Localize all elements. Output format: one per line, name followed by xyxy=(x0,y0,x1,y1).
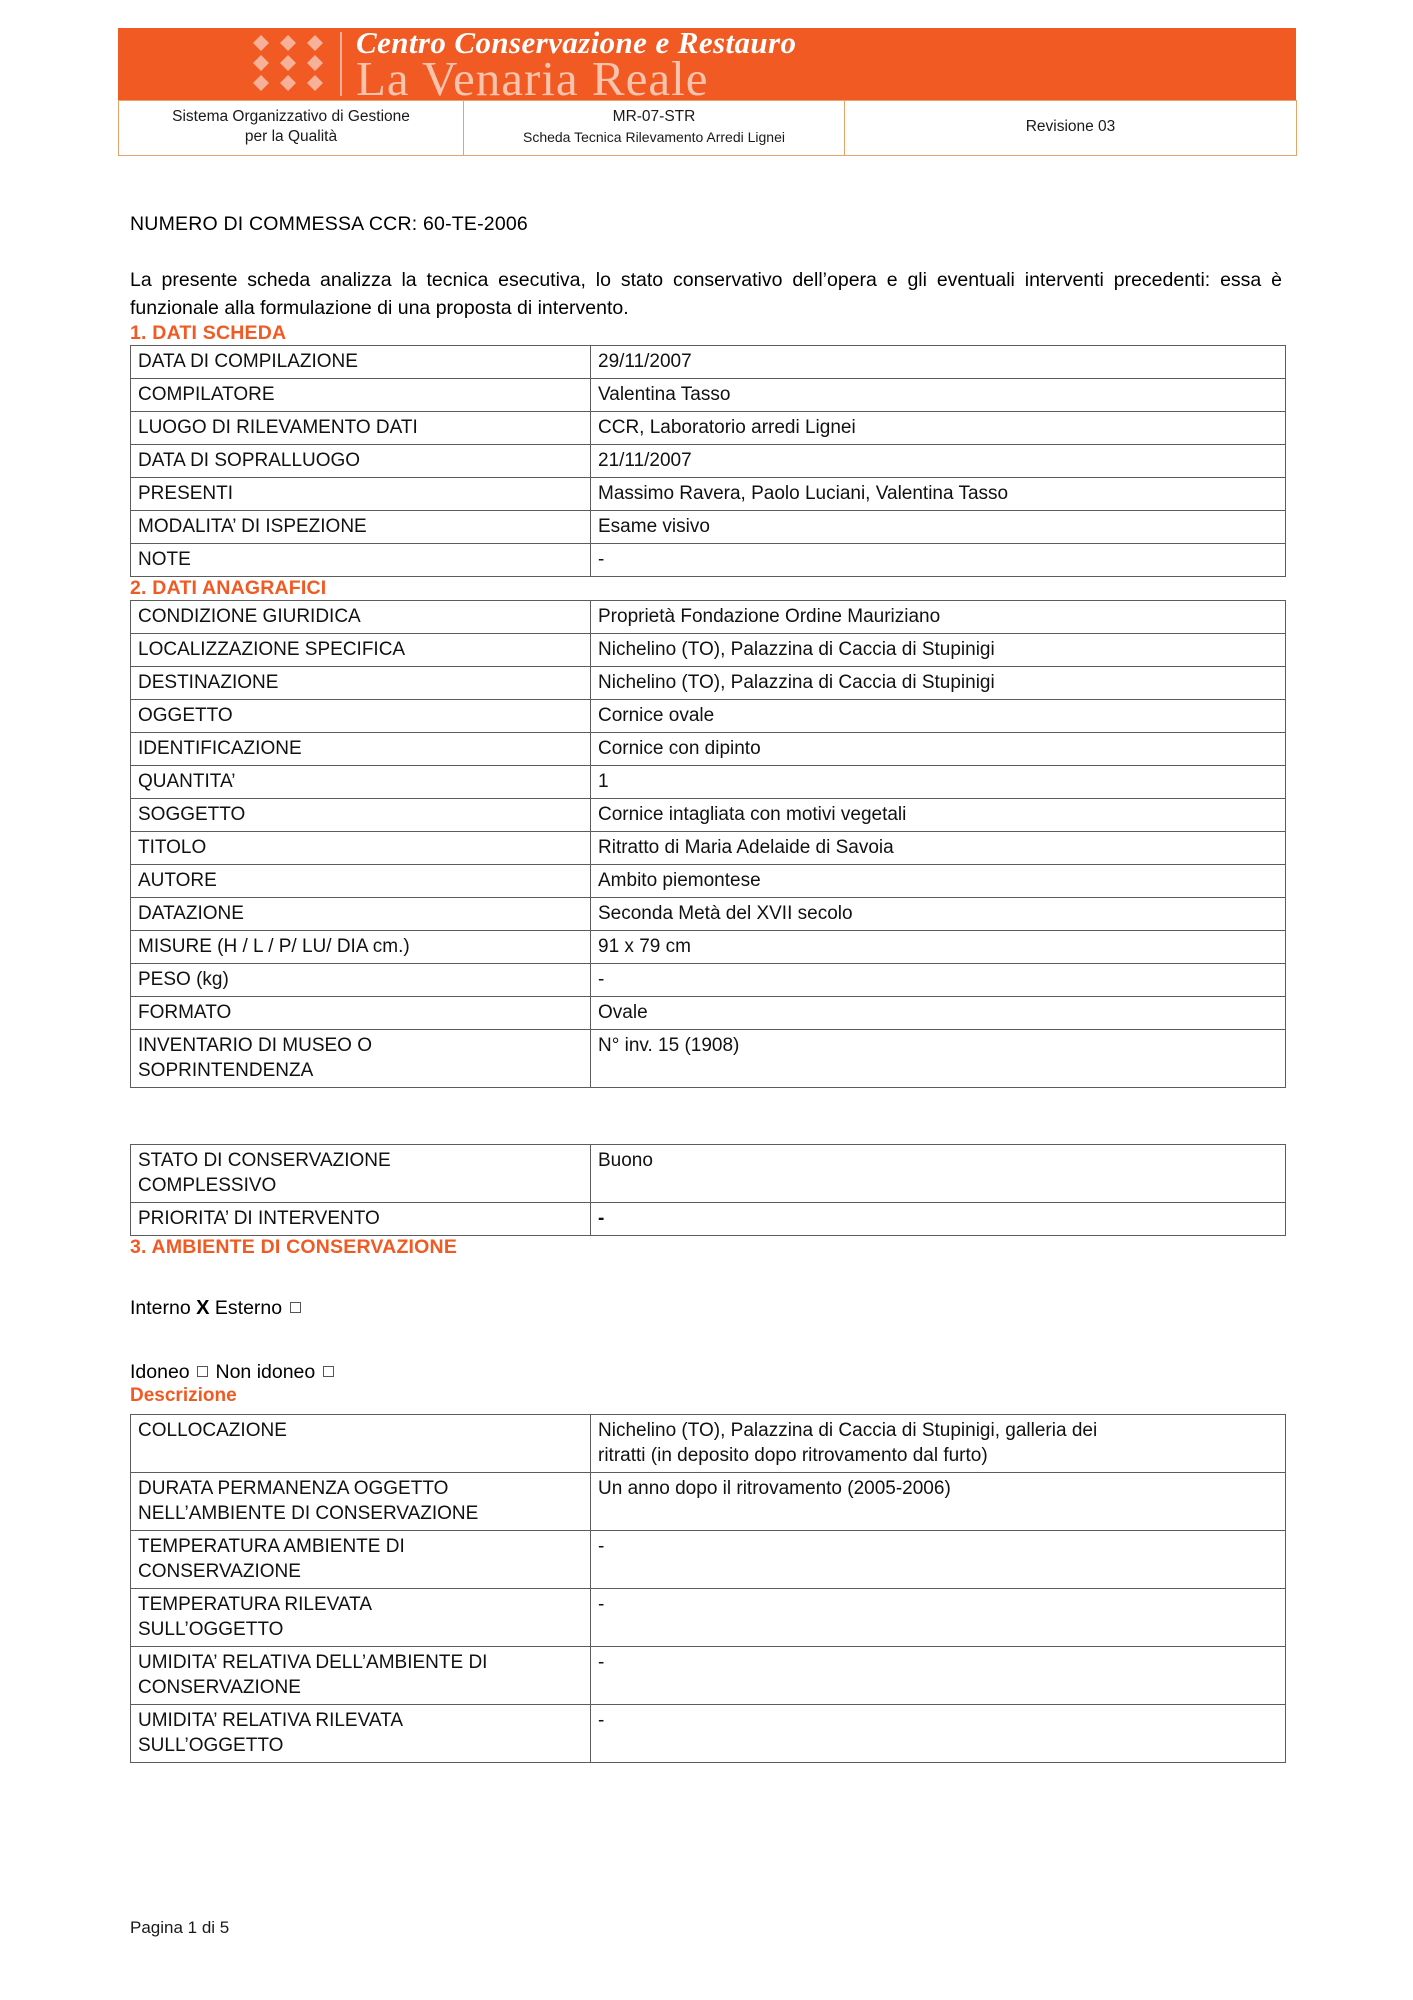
table-row xyxy=(131,601,1286,634)
table-row xyxy=(131,1531,1286,1589)
interno-label: Interno xyxy=(130,1297,191,1319)
row-key-line1: INVENTARIO DI MUSEO O xyxy=(138,1035,373,1056)
row-value xyxy=(591,1589,1286,1647)
row-key: PRIORITA’ DI INTERVENTO xyxy=(131,1203,591,1236)
non-idoneo-checkbox[interactable] xyxy=(323,1366,334,1377)
row-key: CONDIZIONE GIURIDICA xyxy=(131,601,591,634)
row-key xyxy=(131,1531,591,1589)
row-value-line1: - xyxy=(598,1536,605,1557)
table-row xyxy=(131,1415,1286,1473)
idoneo-checkbox[interactable] xyxy=(197,1366,208,1377)
row-key xyxy=(131,1705,591,1763)
table-row xyxy=(131,634,1286,667)
table-row xyxy=(131,478,1286,511)
dati-scheda-table xyxy=(130,345,1286,577)
table-row xyxy=(131,445,1286,478)
table-row xyxy=(131,898,1286,931)
table-row xyxy=(131,1589,1286,1647)
document-body xyxy=(118,212,1295,1763)
row-value xyxy=(591,1531,1286,1589)
header-doc-code: MR-07-STR xyxy=(612,108,696,125)
row-key: AUTORE xyxy=(131,865,591,898)
descrizione-ambiente-table xyxy=(130,1414,1286,1763)
table-row xyxy=(131,346,1286,379)
row-key: QUANTITA’ xyxy=(131,766,591,799)
row-value-line1: Un anno dopo il ritrovamento (2005-2006) xyxy=(598,1478,951,1499)
row-value: - xyxy=(591,964,1286,997)
row-key: MODALITA’ DI ISPEZIONE xyxy=(131,511,591,544)
row-key-line1: STATO DI CONSERVAZIONE xyxy=(138,1150,391,1171)
table-row xyxy=(131,865,1286,898)
row-value: Cornice con dipinto xyxy=(591,733,1286,766)
header-doc-subtitle: Scheda Tecnica Rilevamento Arredi Lignei xyxy=(522,129,785,145)
row-key: PRESENTI xyxy=(131,478,591,511)
table-row xyxy=(131,964,1286,997)
table-row xyxy=(131,832,1286,865)
row-key-line1: TEMPERATURA RILEVATA xyxy=(138,1594,373,1615)
row-value: N° inv. 15 (1908) xyxy=(591,1030,1286,1088)
row-value-line2: ritratti (in deposito dopo ritrovamento dal furto) xyxy=(598,1445,988,1466)
row-value: Cornice ovale xyxy=(591,700,1286,733)
descrizione-heading: Descrizione xyxy=(130,1385,237,1406)
row-key-line1: UMIDITA’ RELATIVA DELL’AMBIENTE DI xyxy=(138,1652,488,1673)
letterhead-line1: Centro Conservazione e Restauro xyxy=(356,28,797,60)
row-key: MISURE (H / L / P/ LU/ DIA cm.) xyxy=(131,931,591,964)
row-key-line2: CONSERVAZIONE xyxy=(138,1561,301,1582)
row-key: NOTE xyxy=(131,544,591,577)
header-row xyxy=(119,101,1297,156)
row-value: Buono xyxy=(591,1145,1286,1203)
row-value xyxy=(591,1415,1286,1473)
table-row xyxy=(131,1705,1286,1763)
row-key-line2: SULL’OGGETTO xyxy=(138,1735,284,1756)
header-cell-system xyxy=(119,101,464,156)
row-value: Seconda Metà del XVII secolo xyxy=(591,898,1286,931)
row-value-line1: - xyxy=(598,1652,605,1673)
section-2-heading: 2. DATI ANAGRAFICI xyxy=(130,577,327,599)
row-value-line1: - xyxy=(598,1710,605,1731)
row-value-line1: - xyxy=(598,1594,605,1615)
table-row xyxy=(131,766,1286,799)
table-row xyxy=(131,511,1286,544)
page-footer: Pagina 1 di 5 xyxy=(130,1918,230,1937)
ambiente-idoneo-line xyxy=(130,1359,1283,1385)
table-row xyxy=(131,379,1286,412)
letterhead-line2: La Venaria Reale xyxy=(356,51,709,100)
row-key-line1: UMIDITA’ RELATIVA RILEVATA xyxy=(138,1710,403,1731)
table-row xyxy=(131,700,1286,733)
table-row xyxy=(131,997,1286,1030)
row-value: - xyxy=(591,1203,1286,1236)
row-value: Ambito piemontese xyxy=(591,865,1286,898)
row-value: Massimo Ravera, Paolo Luciani, Valentina Tasso xyxy=(591,478,1286,511)
row-key: OGGETTO xyxy=(131,700,591,733)
ambiente-interno-esterno-line xyxy=(130,1295,1283,1321)
table-row xyxy=(131,799,1286,832)
stato-conservazione-table xyxy=(130,1144,1286,1236)
row-key xyxy=(131,1415,591,1473)
table-row xyxy=(131,1203,1286,1236)
row-value: Ovale xyxy=(591,997,1286,1030)
non-idoneo-label: Non idoneo xyxy=(215,1361,316,1383)
row-key: LUOGO DI RILEVAMENTO DATI xyxy=(131,412,591,445)
table-row xyxy=(131,1647,1286,1705)
row-value-line1: Nichelino (TO), Palazzina di Caccia di Stupinigi, galleria dei xyxy=(598,1420,1098,1441)
row-key: DATA DI SOPRALLUOGO xyxy=(131,445,591,478)
header-cell-code xyxy=(464,101,845,156)
row-key: FORMATO xyxy=(131,997,591,1030)
row-value: Nichelino (TO), Palazzina di Caccia di Stupinigi xyxy=(591,667,1286,700)
commessa-number: NUMERO DI COMMESSA CCR: 60-TE-2006 xyxy=(130,213,528,235)
row-key: TITOLO xyxy=(131,832,591,865)
row-key xyxy=(131,1589,591,1647)
row-value: - xyxy=(591,544,1286,577)
row-key: DATAZIONE xyxy=(131,898,591,931)
row-value: Proprietà Fondazione Ordine Mauriziano xyxy=(591,601,1286,634)
dati-anagrafici-table xyxy=(130,600,1286,1088)
row-value: 29/11/2007 xyxy=(591,346,1286,379)
letterhead-title xyxy=(356,28,1256,100)
diamond-pattern-icon xyxy=(248,33,328,95)
table-row xyxy=(131,1030,1286,1088)
row-value: Esame visivo xyxy=(591,511,1286,544)
row-key-line2: SULL’OGGETTO xyxy=(138,1619,284,1640)
row-value: CCR, Laboratorio arredi Lignei xyxy=(591,412,1286,445)
row-key: PESO (kg) xyxy=(131,964,591,997)
table-row xyxy=(131,544,1286,577)
row-key: IDENTIFICAZIONE xyxy=(131,733,591,766)
row-value: Ritratto di Maria Adelaide di Savoia xyxy=(591,832,1286,865)
interno-checkbox-mark[interactable]: X xyxy=(196,1297,210,1319)
row-value: Nichelino (TO), Palazzina di Caccia di Stupinigi xyxy=(591,634,1286,667)
section-3-heading: 3. AMBIENTE DI CONSERVAZIONE xyxy=(130,1236,458,1258)
row-key-line1: COLLOCAZIONE xyxy=(138,1420,287,1441)
table-row xyxy=(131,667,1286,700)
row-value: 1 xyxy=(591,766,1286,799)
header-system-line1: Sistema Organizzativo di Gestione xyxy=(172,108,410,125)
row-key: COMPILATORE xyxy=(131,379,591,412)
header-cell-revision: Revisione 03 xyxy=(845,101,1297,156)
row-key: LOCALIZZAZIONE SPECIFICA xyxy=(131,634,591,667)
row-value xyxy=(591,1473,1286,1531)
esterno-checkbox[interactable] xyxy=(290,1302,301,1313)
intro-paragraph: La presente scheda analizza la tecnica esecutiva, lo stato conservativo dell’opera e gli eventuali interventi precedenti: essa è funzionale alla formulazione di una proposta di intervento. xyxy=(130,269,1282,319)
row-key xyxy=(131,1647,591,1705)
row-key-stato xyxy=(131,1145,591,1203)
letterhead-banner xyxy=(118,28,1296,100)
table-row xyxy=(131,1145,1286,1203)
row-value: Valentina Tasso xyxy=(591,379,1286,412)
table-row xyxy=(131,1473,1286,1531)
row-key: SOGGETTO xyxy=(131,799,591,832)
idoneo-label: Idoneo xyxy=(130,1361,190,1383)
section-1-heading: 1. DATI SCHEDA xyxy=(130,322,287,344)
row-value: 91 x 79 cm xyxy=(591,931,1286,964)
table-row xyxy=(131,931,1286,964)
row-key: DATA DI COMPILAZIONE xyxy=(131,346,591,379)
row-key-line1: TEMPERATURA AMBIENTE DI xyxy=(138,1536,405,1557)
row-value xyxy=(591,1705,1286,1763)
row-key-line2: CONSERVAZIONE xyxy=(138,1677,301,1698)
document-header-table xyxy=(118,100,1297,156)
row-key-inventario xyxy=(131,1030,591,1088)
row-key-line2: COMPLESSIVO xyxy=(138,1175,277,1196)
row-key xyxy=(131,1473,591,1531)
letterhead-divider xyxy=(340,32,342,96)
row-key: DESTINAZIONE xyxy=(131,667,591,700)
table-row xyxy=(131,733,1286,766)
row-value: 21/11/2007 xyxy=(591,445,1286,478)
row-key-line2: NELL’AMBIENTE DI CONSERVAZIONE xyxy=(138,1503,479,1524)
row-key-line2: SOPRINTENDENZA xyxy=(138,1060,314,1081)
table-row xyxy=(131,412,1286,445)
header-system-line2: per la Qualità xyxy=(244,128,338,145)
esterno-label: Esterno xyxy=(214,1297,283,1319)
row-value: Cornice intagliata con motivi vegetali xyxy=(591,799,1286,832)
row-value xyxy=(591,1647,1286,1705)
row-key-line1: DURATA PERMANENZA OGGETTO xyxy=(138,1478,449,1499)
